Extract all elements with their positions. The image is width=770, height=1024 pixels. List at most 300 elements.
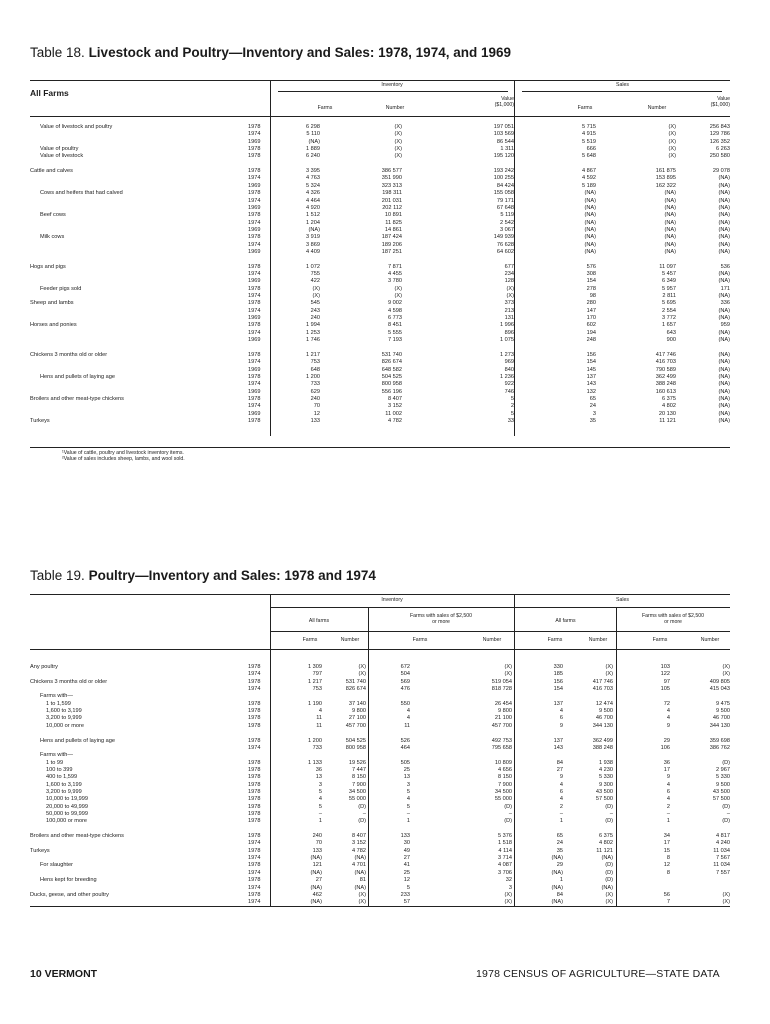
table-row (30, 760, 730, 767)
table-cell: (X) (722, 891, 730, 898)
table-cell: (X) (722, 664, 730, 670)
table-cell: 12 (663, 862, 670, 869)
table-cell: 5 519 (582, 138, 596, 145)
table-row (30, 738, 730, 745)
table-cell: (X) (722, 671, 730, 678)
table-19-heading: Poultry—Inventory and Sales: 1978 and 1974 (88, 568, 376, 583)
table-18-col-number-sales: Number (647, 105, 667, 111)
table-cell: (X) (358, 671, 366, 678)
table-cell: 36 (315, 766, 322, 773)
table-cell: (X) (668, 146, 676, 153)
table-cell: (X) (722, 899, 730, 906)
table-cell: 8 150 (498, 774, 512, 781)
row-year: 1978 (248, 263, 261, 270)
table-cell: (NA) (718, 403, 730, 410)
table-cell: 5 (318, 803, 322, 810)
table-cell: 10 809 (494, 759, 512, 766)
table-cell: 156 (553, 678, 563, 685)
table-cell: 34 500 (348, 788, 366, 795)
table-cell: 388 248 (655, 381, 676, 388)
table-cell: (NA) (354, 855, 366, 862)
table-cell: 14 861 (384, 226, 402, 233)
table-cell: 121 (312, 862, 322, 869)
table-cell: (NA) (584, 248, 596, 255)
table-row (30, 723, 730, 730)
table-cell: (NA) (310, 855, 322, 862)
table-cell: (X) (668, 124, 676, 130)
table-cell: 137 (553, 700, 563, 707)
row-year: 1969 (248, 315, 261, 322)
table-row (30, 715, 730, 722)
row-label: Turkeys (30, 847, 50, 854)
table-cell: 234 (504, 271, 514, 277)
row-year: 1974 (248, 197, 261, 204)
table-cell: (X) (394, 293, 402, 300)
table-cell: 3 (318, 781, 322, 788)
table-cell: (D) (504, 803, 512, 810)
table-cell: (NA) (718, 175, 730, 182)
table-cell: (D) (605, 803, 613, 810)
table-cell: (X) (504, 671, 512, 678)
table-cell: 56 (663, 891, 670, 898)
table-cell: 70 (315, 840, 322, 847)
table-cell: 57 500 (595, 796, 613, 803)
table-cell: 556 196 (381, 388, 402, 395)
table-cell: 154 (586, 278, 596, 285)
row-label: 1,600 to 3,199 (46, 781, 82, 788)
table-cell: 666 (586, 146, 596, 153)
table-row (30, 337, 730, 344)
table-cell: 122 (660, 671, 670, 678)
table-cell: 57 500 (712, 796, 730, 803)
table-cell: 5 (406, 803, 410, 810)
table-row (30, 205, 730, 212)
table-cell: – (406, 811, 410, 817)
table-cell: – (726, 811, 730, 817)
table-cell: 4 867 (582, 168, 596, 175)
table-cell: (NA) (718, 373, 730, 380)
table-19-col-number-2: Number (482, 637, 502, 643)
table-cell: 753 (312, 686, 322, 693)
table-row (30, 789, 730, 796)
table-row (30, 183, 730, 190)
table-cell: 27 (556, 766, 563, 773)
table-row (30, 892, 730, 899)
table-cell: 3 919 (306, 234, 320, 241)
table-row (30, 139, 730, 146)
table-cell: 336 (720, 300, 730, 307)
table-cell: 1 075 (500, 337, 514, 344)
table-row (30, 686, 730, 693)
row-year: 1978 (248, 803, 261, 810)
row-label: 100,000 or more (46, 818, 88, 825)
row-year: 1978 (248, 678, 261, 685)
table-18-title (30, 45, 511, 60)
row-year: 1978 (248, 146, 261, 153)
row-year: 1978 (248, 373, 261, 380)
row-label: Hens and pullets of laying age (40, 737, 115, 744)
table-cell: 922 (504, 381, 514, 388)
table-cell: 959 (720, 322, 730, 329)
row-label: Ducks, geese, and other poultry (30, 891, 109, 898)
table-cell: 733 (310, 381, 320, 388)
table-cell: 278 (586, 285, 596, 292)
table-cell: 36 (663, 759, 670, 766)
table-cell: 9 475 (716, 700, 730, 707)
table-cell: 11 034 (713, 847, 730, 854)
table-cell: (NA) (718, 226, 730, 233)
table-cell: 27 100 (348, 715, 366, 722)
table-cell: 33 (507, 418, 514, 424)
row-year: 1978 (248, 418, 261, 424)
table-cell: (NA) (584, 197, 596, 204)
table-cell: 797 (312, 671, 322, 678)
table-cell: 896 (504, 329, 514, 336)
table-cell: 2 542 (500, 219, 514, 226)
table-18-number: Table 18. (30, 45, 85, 60)
table-cell: 11 (316, 722, 322, 729)
table-cell: 753 (310, 359, 320, 366)
table-cell: (NA) (601, 884, 613, 891)
table-cell: 4 (559, 708, 563, 715)
table-cell: (X) (394, 131, 402, 138)
table-row (30, 774, 730, 781)
table-cell: (X) (394, 124, 402, 130)
table-cell: 755 (310, 271, 320, 277)
table-cell: 35 (589, 418, 596, 424)
table-cell: (NA) (718, 366, 730, 373)
row-year: 1974 (248, 131, 261, 138)
row-year: 1974 (248, 855, 261, 862)
table-cell: 137 (553, 737, 563, 744)
row-year: 1978 (248, 190, 261, 197)
table-cell: 5 457 (662, 271, 676, 277)
table-row (30, 367, 730, 374)
table-cell: 9 500 (716, 781, 730, 788)
table-cell: 84 (556, 891, 563, 898)
table-cell: 12 (403, 877, 410, 884)
table-cell: 1 311 (500, 146, 514, 153)
table-cell: 800 958 (345, 744, 366, 751)
table-cell: 4 087 (498, 862, 512, 869)
table-cell: (NA) (354, 869, 366, 876)
row-label: Value of livestock (40, 153, 84, 160)
table-cell: 457 700 (491, 722, 512, 729)
table-row (30, 175, 730, 182)
table-cell: (NA) (664, 226, 676, 233)
table-cell: 103 569 (493, 131, 514, 138)
table-cell: 672 (400, 664, 410, 670)
table-row (30, 322, 730, 329)
table-cell: 46 700 (712, 715, 730, 722)
row-year: 1978 (248, 708, 261, 715)
table-cell: 67 648 (496, 204, 514, 211)
row-year: 1969 (248, 248, 261, 255)
table-cell: 409 805 (709, 678, 730, 685)
row-label: 1 to 99 (46, 759, 64, 766)
table-cell: 100 255 (493, 175, 514, 182)
table-cell: (D) (722, 818, 730, 825)
table-cell: 526 (400, 737, 410, 744)
table-cell: 2 811 (662, 293, 676, 300)
row-label: Hogs and pigs (30, 263, 66, 270)
table-cell: 198 311 (382, 190, 402, 197)
table-cell: 4 (318, 796, 322, 803)
table-cell: 6 298 (306, 124, 320, 130)
table-19-sub-2500-inv: Farms with sales of $2,500 or more (410, 613, 472, 625)
table-18-footnote-2: ²Value of sales includes sheep, lambs, and wool sold. (62, 456, 185, 462)
table-19-col-farms-3: Farms (547, 637, 563, 643)
table-cell: 185 (553, 671, 563, 678)
table-cell: 86 544 (496, 138, 514, 145)
table-cell: 417 746 (655, 351, 676, 358)
table-cell: 8 150 (352, 774, 366, 781)
row-year: 1974 (248, 293, 261, 300)
table-cell: 9 300 (599, 781, 613, 788)
table-cell: 72 (663, 700, 670, 707)
table-cell: (NA) (718, 204, 730, 211)
table-cell: 106 (660, 744, 670, 751)
table-cell: 4 (406, 796, 410, 803)
table-cell: 4 326 (306, 190, 320, 197)
row-year: 1969 (248, 388, 261, 395)
row-label: 1 to 1,599 (46, 700, 71, 707)
table-row (30, 198, 730, 205)
table-row (30, 359, 730, 366)
table-cell: 6 349 (662, 278, 676, 285)
table-row (30, 300, 730, 307)
table-cell: (NA) (664, 248, 676, 255)
table-cell: 7 447 (352, 766, 366, 773)
row-label: Milk cows (40, 234, 65, 241)
table-cell: 362 499 (592, 737, 613, 744)
table-cell: (D) (504, 818, 512, 825)
table-cell: 7 193 (388, 337, 402, 344)
table-cell: 35 (556, 847, 563, 854)
table-cell: 1 200 (306, 373, 320, 380)
table-cell: 76 628 (496, 241, 514, 248)
table-cell: 5 715 (582, 124, 596, 130)
table-cell: 2 554 (662, 307, 676, 314)
table-cell: 128 (504, 278, 514, 285)
table-cell: 11 034 (713, 862, 730, 869)
table-cell: (X) (504, 891, 512, 898)
table-19-col-number-1: Number (340, 637, 360, 643)
row-year: 1969 (248, 337, 261, 344)
table-cell: (NA) (551, 855, 563, 862)
table-cell: (X) (506, 285, 514, 292)
table-19-sub-2500-sales: Farms with sales of $2,500 or more (642, 613, 704, 625)
table-cell: (NA) (718, 212, 730, 219)
table-cell: (X) (668, 138, 676, 145)
table-cell: 545 (310, 300, 320, 307)
table-row (30, 862, 730, 869)
table-cell: 25 (403, 869, 410, 876)
table-cell: 65 (556, 833, 563, 840)
table-cell: 98 (589, 293, 596, 300)
table-cell: 4 230 (599, 766, 613, 773)
table-cell: (X) (312, 285, 320, 292)
table-19-col-number-4: Number (700, 637, 720, 643)
row-year: 1978 (248, 322, 261, 329)
table-cell: 386 577 (381, 168, 402, 175)
page-footer-left: 10 VERMONT (30, 968, 98, 980)
row-year: 1978 (248, 862, 261, 869)
table-cell: 24 (589, 403, 596, 410)
table-cell: 243 (310, 307, 320, 314)
row-year: 1978 (248, 891, 261, 898)
table-cell: 43 500 (712, 788, 730, 795)
table-cell: 5 119 (500, 212, 514, 219)
table-cell: (NA) (718, 190, 730, 197)
table-cell: 4 701 (352, 862, 366, 869)
table-row (30, 190, 730, 197)
table-row (30, 124, 730, 131)
table-cell: 8 (666, 869, 670, 876)
table-cell: 629 (310, 388, 320, 395)
table-cell: 13 (315, 774, 322, 781)
table-cell: 8 451 (388, 322, 402, 329)
table-cell: 643 (666, 329, 676, 336)
table-cell: 1 657 (662, 322, 676, 329)
table-row (30, 804, 730, 811)
table-cell: (NA) (354, 884, 366, 891)
table-cell: 70 (313, 403, 320, 410)
table-cell: 504 525 (381, 373, 402, 380)
table-cell: 1 512 (306, 212, 320, 219)
row-label: For slaughter (40, 862, 73, 869)
table-cell: (NA) (584, 234, 596, 241)
table-cell: 131 (504, 315, 514, 322)
table-cell: 8 407 (352, 833, 366, 840)
row-label: 1,600 to 3,199 (46, 708, 82, 715)
table-cell: 17 (663, 766, 670, 773)
table-cell: 1 (559, 877, 563, 884)
table-cell: 9 (666, 774, 670, 781)
table-cell: 133 (400, 833, 410, 840)
row-label: Turkeys (30, 418, 50, 424)
table-cell: 9 800 (352, 708, 366, 715)
table-cell: 8 (666, 855, 670, 862)
row-year: 1974 (248, 840, 261, 847)
table-row (30, 826, 730, 833)
table-cell: (X) (358, 891, 366, 898)
table-18-col-value-inv: Value ($1,000) (494, 96, 514, 108)
table-cell: 677 (504, 263, 514, 270)
table-cell: 6 240 (306, 153, 320, 160)
table-cell: 4 920 (306, 204, 320, 211)
table-cell: 11 121 (596, 847, 613, 854)
table-cell: 187 251 (381, 248, 402, 255)
table-row (30, 671, 730, 678)
table-row (30, 256, 730, 263)
table-cell: (D) (605, 818, 613, 825)
table-cell: 602 (586, 322, 596, 329)
table-cell: 84 (556, 759, 563, 766)
table-cell: 64 602 (496, 248, 514, 255)
table-19-top-rule (30, 594, 730, 595)
table-row (30, 877, 730, 884)
row-label: Horses and ponies (30, 322, 77, 329)
row-label: 50,000 to 99,999 (46, 811, 88, 817)
table-cell: 5 324 (306, 182, 320, 189)
table-row (30, 271, 730, 278)
row-year: 1969 (248, 366, 261, 373)
table-row (30, 131, 730, 138)
table-cell: 29 (663, 737, 670, 744)
table-cell: 416 703 (655, 359, 676, 366)
table-18-col-value-sales: Value ($1,000) (710, 96, 730, 108)
table-cell: 5 (510, 410, 514, 417)
table-row (30, 767, 730, 774)
table-cell: – (666, 811, 670, 817)
table-cell: 5 330 (716, 774, 730, 781)
table-19-col-farms-4: Farms (652, 637, 668, 643)
table-cell: 12 (313, 410, 320, 417)
table-cell: 1 273 (500, 351, 514, 358)
table-cell: 3 (592, 410, 596, 417)
row-year: 1978 (248, 759, 261, 766)
table-cell: 55 000 (348, 796, 366, 803)
table-row (30, 708, 730, 715)
table-row (30, 286, 730, 293)
table-cell: (X) (394, 146, 402, 153)
table-cell: 800 958 (381, 381, 402, 388)
table-cell: (NA) (664, 241, 676, 248)
table-cell: 155 058 (493, 190, 514, 197)
row-year: 1978 (248, 788, 261, 795)
table-cell: 5 (406, 884, 410, 891)
row-year: 1974 (248, 175, 261, 182)
table-cell: 1 (559, 818, 563, 825)
table-cell: 15 (663, 847, 670, 854)
table-cell: (NA) (310, 899, 322, 906)
row-year: 1969 (248, 226, 261, 233)
table-cell: (X) (394, 138, 402, 145)
table-cell: 323 313 (381, 182, 402, 189)
table-cell: (NA) (664, 234, 676, 241)
table-cell: (X) (312, 293, 320, 300)
table-cell: 969 (504, 359, 514, 366)
row-label: Cows and heifers that had calved (40, 190, 123, 197)
table-cell: 5 (318, 788, 322, 795)
table-cell: 9 800 (498, 708, 512, 715)
table-cell: 145 (586, 366, 596, 373)
table-cell: 13 (403, 774, 410, 781)
table-cell: 457 700 (345, 722, 366, 729)
table-cell: 308 (586, 271, 596, 277)
row-year: 1978 (248, 153, 261, 160)
table-row (30, 389, 730, 396)
row-year: 1978 (248, 722, 261, 729)
table-cell: 2 967 (716, 766, 730, 773)
table-cell: 416 703 (592, 686, 613, 693)
table-row (30, 396, 730, 403)
table-cell: 129 786 (709, 131, 730, 138)
row-year: 1978 (248, 395, 261, 402)
table-cell: 27 (315, 877, 322, 884)
row-year: 1978 (248, 796, 261, 803)
table-row (30, 818, 730, 825)
row-year: 1978 (248, 818, 261, 825)
table-cell: 26 454 (494, 700, 512, 707)
table-cell: 1 746 (306, 337, 320, 344)
table-cell: 4 114 (498, 847, 512, 854)
row-label: Cattle and calves (30, 168, 73, 175)
table-cell: 9 (559, 722, 563, 729)
table-cell: 3 706 (498, 869, 512, 876)
table-cell: 248 (586, 337, 596, 344)
